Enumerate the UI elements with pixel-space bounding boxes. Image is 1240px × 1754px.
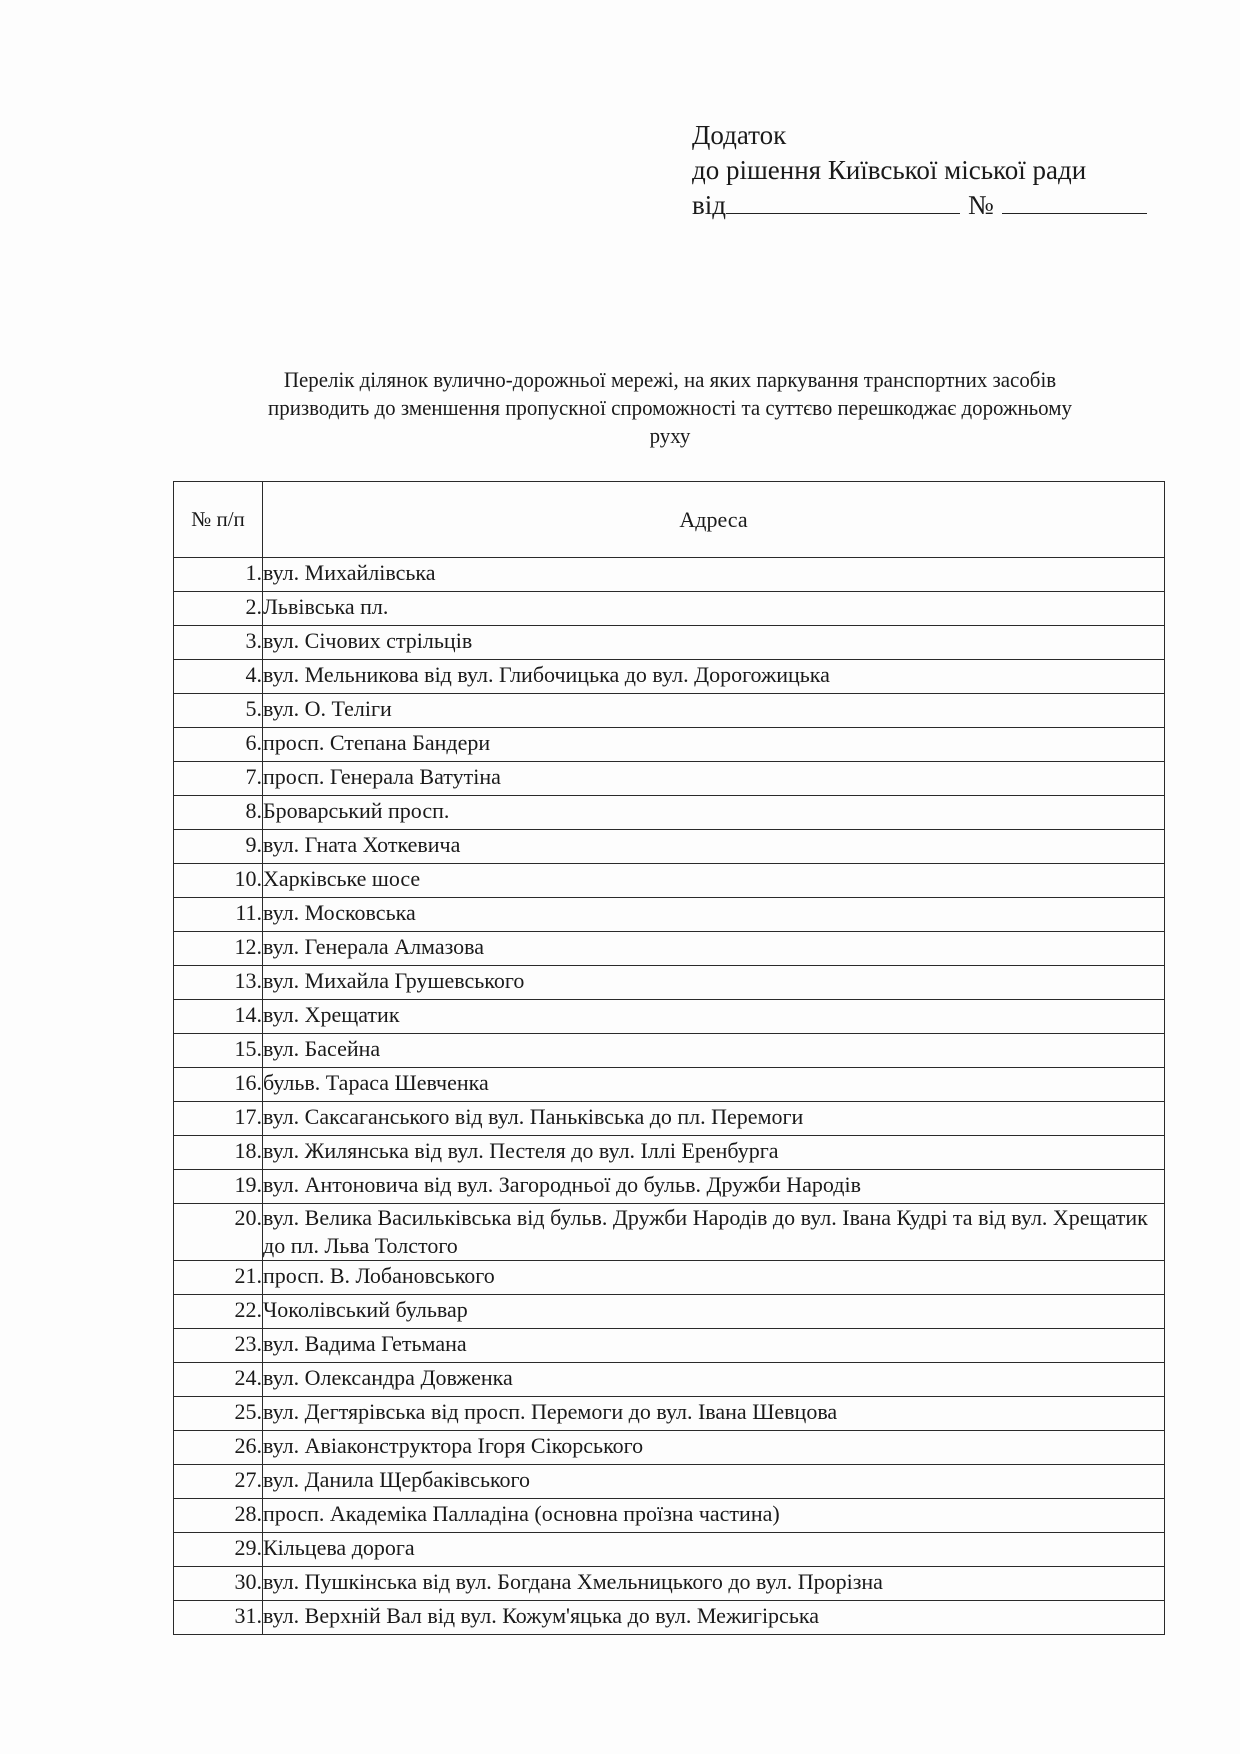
row-number: 26. (174, 1431, 263, 1465)
table-row (174, 830, 1165, 864)
table-row (174, 864, 1165, 898)
table-row (174, 1329, 1165, 1363)
row-number: 18. (174, 1136, 263, 1170)
column-header-number: № п/п (174, 482, 263, 558)
number-blank (1002, 189, 1147, 214)
row-address: вул. Велика Васильківська від бульв. Дружби Народів до вул. Івана Кудрі та від вул. Хрещатик до пл. Льва Толстого (263, 1204, 1165, 1261)
row-address: просп. Степана Бандери (263, 728, 1165, 762)
annex-label: Додаток (692, 120, 787, 150)
row-number: 6. (174, 728, 263, 762)
table-row (174, 966, 1165, 1000)
row-number: 2. (174, 592, 263, 626)
row-number: 23. (174, 1329, 263, 1363)
row-address: вул. О. Теліги (263, 694, 1165, 728)
row-address: Броварський просп. (263, 796, 1165, 830)
row-number: 19. (174, 1170, 263, 1204)
row-address: Кільцева дорога (263, 1533, 1165, 1567)
row-address: бульв. Тараса Шевченка (263, 1068, 1165, 1102)
row-address: вул. Верхній Вал від вул. Кожум'яцька до вул. Межигірська (263, 1601, 1165, 1635)
row-number: 9. (174, 830, 263, 864)
row-number: 31. (174, 1601, 263, 1635)
date-prefix: від (692, 190, 726, 220)
row-address: вул. Авіаконструктора Ігоря Сікорського (263, 1431, 1165, 1465)
row-address: вул. Генерала Алмазова (263, 932, 1165, 966)
row-number: 20. (174, 1204, 263, 1261)
table-row (174, 1170, 1165, 1204)
table-row (174, 1601, 1165, 1635)
table-row (174, 1034, 1165, 1068)
annex-header (692, 118, 1147, 223)
column-header-address: Адреса (263, 482, 1165, 558)
table-row (174, 694, 1165, 728)
row-number: 15. (174, 1034, 263, 1068)
row-number: 12. (174, 932, 263, 966)
row-number: 8. (174, 796, 263, 830)
table-row (174, 1204, 1165, 1261)
table-row (174, 1295, 1165, 1329)
streets-table (173, 481, 1165, 1635)
row-number: 16. (174, 1068, 263, 1102)
row-address: вул. Данила Щербаківського (263, 1465, 1165, 1499)
table-row (174, 1136, 1165, 1170)
row-address: вул. Гната Хоткевича (263, 830, 1165, 864)
row-number: 27. (174, 1465, 263, 1499)
row-number: 25. (174, 1397, 263, 1431)
row-address: вул. Жилянська від вул. Пестеля до вул. Іллі Еренбурга (263, 1136, 1165, 1170)
row-address: вул. Олександра Довженка (263, 1363, 1165, 1397)
row-address: Львівська пл. (263, 592, 1165, 626)
table-row (174, 660, 1165, 694)
table-row (174, 762, 1165, 796)
table-row (174, 898, 1165, 932)
row-address: вул. Хрещатик (263, 1000, 1165, 1034)
annex-decision-ref: до рішення Київської міської ради (692, 155, 1087, 185)
row-address: вул. Саксаганського від вул. Паньківська до пл. Перемоги (263, 1102, 1165, 1136)
table-row (174, 1068, 1165, 1102)
row-address: просп. В. Лобановського (263, 1261, 1165, 1295)
row-address: вул. Московська (263, 898, 1165, 932)
table-row (174, 558, 1165, 592)
row-number: 3. (174, 626, 263, 660)
table-row (174, 1567, 1165, 1601)
row-number: 17. (174, 1102, 263, 1136)
row-address: просп. Академіка Палладіна (основна проїзна частина) (263, 1499, 1165, 1533)
title-line-3: руху (649, 423, 691, 448)
table-body (174, 558, 1165, 1635)
number-sign: № (968, 190, 994, 220)
table-row (174, 1261, 1165, 1295)
row-number: 21. (174, 1261, 263, 1295)
table-row (174, 1465, 1165, 1499)
row-number: 11. (174, 898, 263, 932)
table-row (174, 626, 1165, 660)
row-number: 13. (174, 966, 263, 1000)
row-address: вул. Михайла Грушевського (263, 966, 1165, 1000)
table-header-row (174, 482, 1165, 558)
row-address: вул. Мельникова від вул. Глибочицька до вул. Дорогожицька (263, 660, 1165, 694)
row-number: 22. (174, 1295, 263, 1329)
row-address: вул. Басейна (263, 1034, 1165, 1068)
row-address: вул. Вадима Гетьмана (263, 1329, 1165, 1363)
date-blank (726, 189, 960, 214)
annex-date-number-line (692, 188, 1147, 223)
row-number: 14. (174, 1000, 263, 1034)
row-address: просп. Генерала Ватутіна (263, 762, 1165, 796)
row-number: 1. (174, 558, 263, 592)
row-number: 7. (174, 762, 263, 796)
row-number: 28. (174, 1499, 263, 1533)
row-number: 4. (174, 660, 263, 694)
table-row (174, 592, 1165, 626)
row-number: 30. (174, 1567, 263, 1601)
row-address: вул. Антоновича від вул. Загородньої до бульв. Дружби Народів (263, 1170, 1165, 1204)
table-row (174, 932, 1165, 966)
row-number: 24. (174, 1363, 263, 1397)
table-row (174, 796, 1165, 830)
row-address: Чоколівський бульвар (263, 1295, 1165, 1329)
table-row (174, 1397, 1165, 1431)
table-row (174, 1102, 1165, 1136)
title-line-2: призводить до зменшення пропускної спроможності та суттєво перешкоджає дорожньому (268, 395, 1072, 420)
row-address: вул. Пушкінська від вул. Богдана Хмельницького до вул. Прорізна (263, 1567, 1165, 1601)
table-row (174, 1533, 1165, 1567)
table-row (174, 1000, 1165, 1034)
table-row (174, 1499, 1165, 1533)
row-address: вул. Січових стрільців (263, 626, 1165, 660)
row-address: Харківське шосе (263, 864, 1165, 898)
title-line-1: Перелік ділянок вулично-дорожньої мережі, на яких паркування транспортних засобів (283, 367, 1057, 392)
document-title (210, 366, 1131, 450)
row-number: 5. (174, 694, 263, 728)
table-row (174, 1431, 1165, 1465)
row-address: вул. Дегтярівська від просп. Перемоги до вул. Івана Шевцова (263, 1397, 1165, 1431)
table-row (174, 1363, 1165, 1397)
row-number: 29. (174, 1533, 263, 1567)
row-number: 10. (174, 864, 263, 898)
table-row (174, 728, 1165, 762)
row-address: вул. Михайлівська (263, 558, 1165, 592)
